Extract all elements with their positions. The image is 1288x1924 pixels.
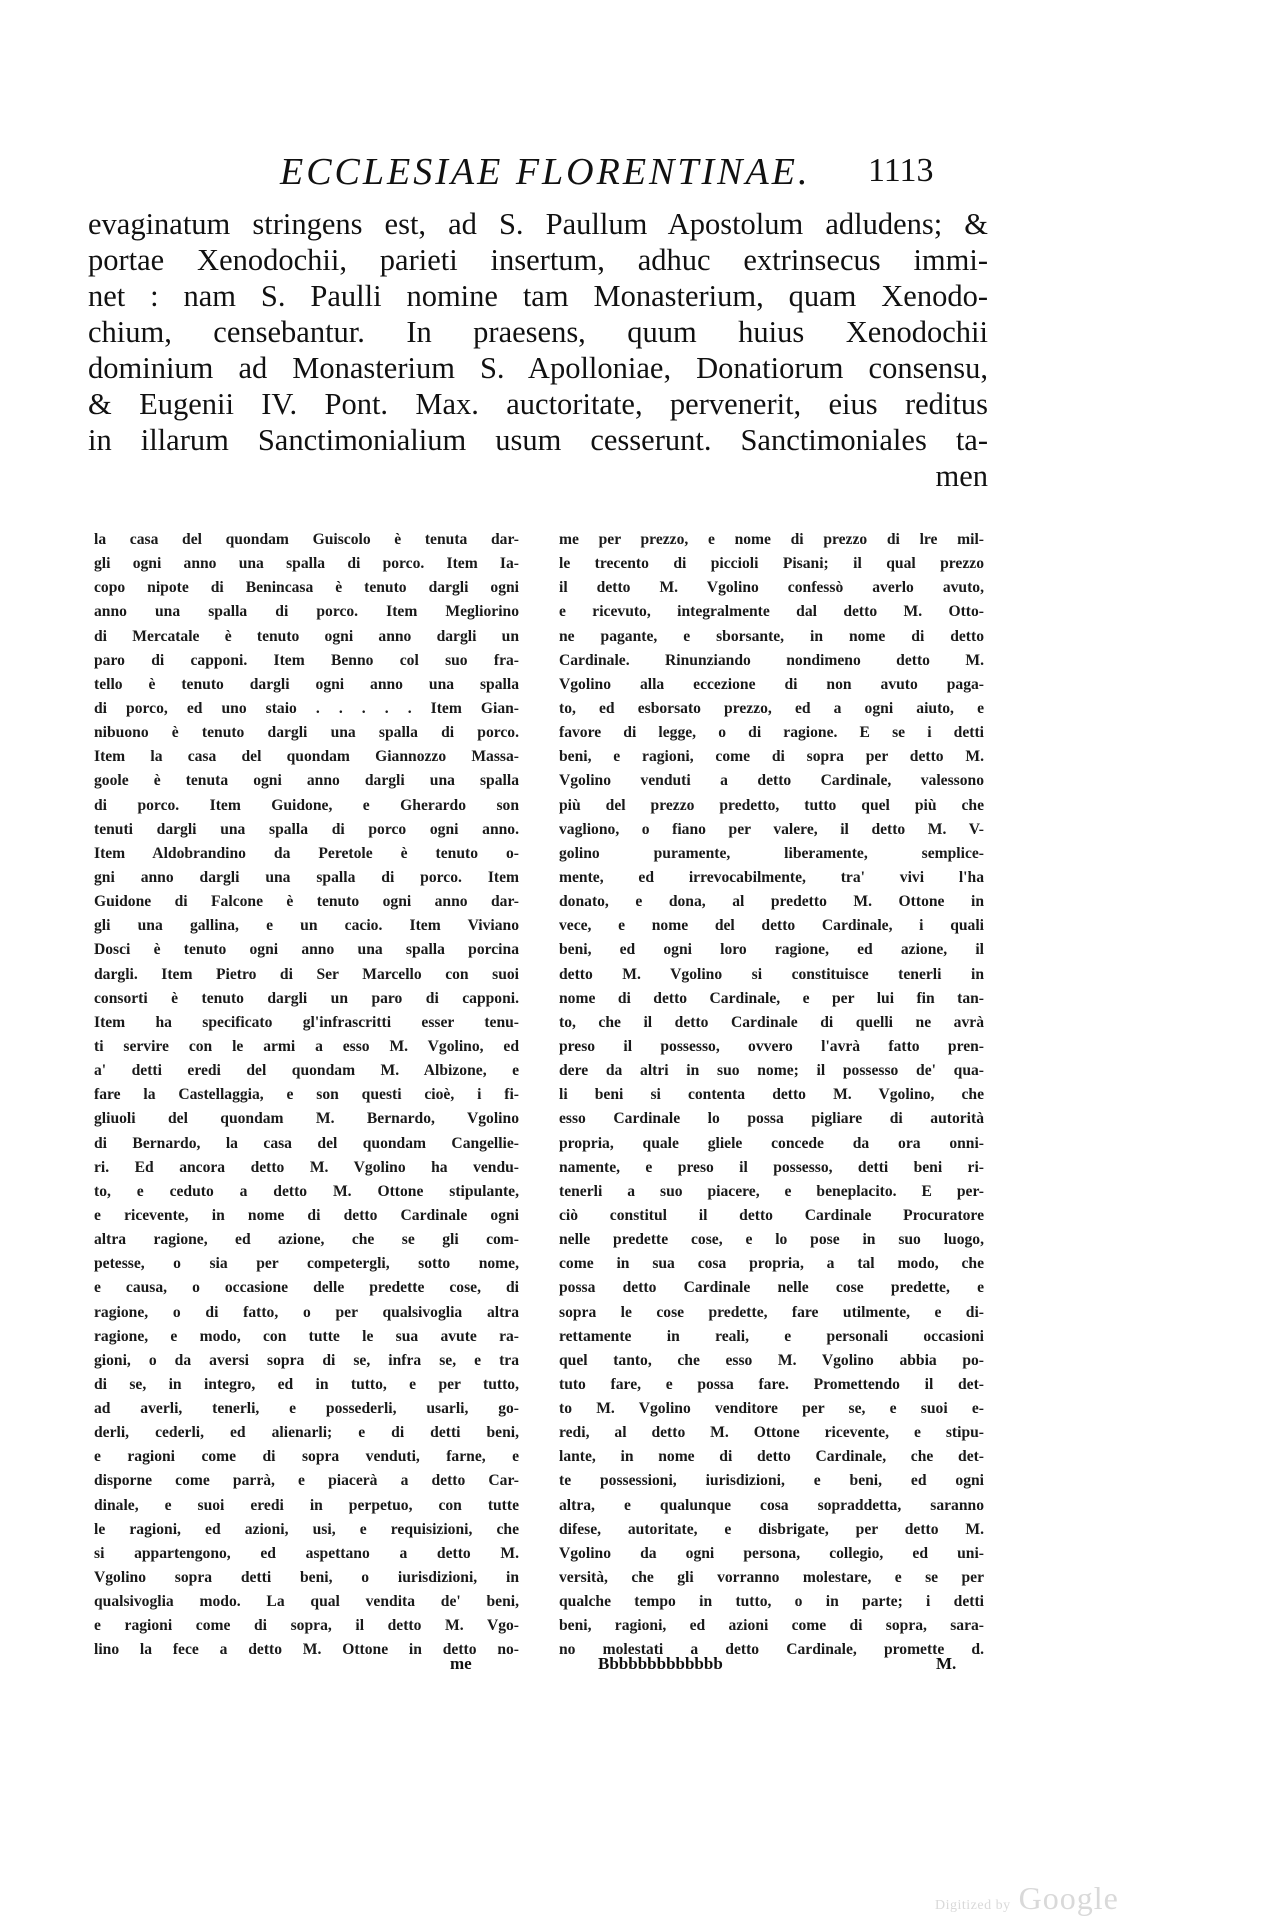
left-column-line: Item ha specificato gl'infrascritti esser tenu- bbox=[94, 1013, 519, 1031]
left-column-line: Guidone di Falcone è tenuto ogni anno dar- bbox=[94, 893, 519, 911]
right-column-line: difese, autoritate, e disbrigate, per detto M. bbox=[559, 1520, 984, 1538]
latin-text-line: evaginatum stringens est, ad S. Paullum Apostolum adludens; & bbox=[88, 207, 988, 241]
right-column-line: ciò constitul il detto Cardinale Procuratore bbox=[559, 1206, 984, 1224]
left-column-line: ri. Ed ancora detto M. Vgolino ha vendu- bbox=[94, 1158, 519, 1176]
left-column-line: petesse, o sia per competergli, sotto nome, bbox=[94, 1255, 519, 1273]
right-column-line: donato, e dona, al predetto M. Ottone in bbox=[559, 893, 984, 911]
right-column-line: to, ed esborsato prezzo, ed a ogni aiuto, e bbox=[559, 699, 984, 717]
left-column-line: ragione, e modo, con tutte le sua avute ra- bbox=[94, 1327, 519, 1345]
left-column-line: di porco, ed uno staio . . . . . Item Gian- bbox=[94, 699, 519, 717]
left-column-line: gni anno dargli una spalla di porco. Item bbox=[94, 868, 519, 886]
right-column-line: namente, e preso il possesso, detti beni ri- bbox=[559, 1158, 984, 1176]
right-column bbox=[559, 528, 984, 1663]
latin-text-line: dominium ad Monasterium S. Apolloniae, Donatiorum consensu, bbox=[88, 351, 988, 385]
left-column-line: ti servire con le armi a esso M. Vgolino, ed bbox=[94, 1037, 519, 1055]
right-column-line: mente, ed irrevocabilmente, tra' vivi l'ha bbox=[559, 868, 984, 886]
right-column-line: to M. Vgolino venditore per se, e suoi e- bbox=[559, 1400, 984, 1418]
right-column-line: nelle predette cose, e lo pose in suo luogo, bbox=[559, 1231, 984, 1249]
left-column-line: ad averli, tenerli, e possederli, usarli, go- bbox=[94, 1400, 519, 1418]
left-column-line: gli ogni anno una spalla di porco. Item Ia- bbox=[94, 555, 519, 573]
left-column-line: to, e ceduto a detto M. Ottone stipulante, bbox=[94, 1182, 519, 1200]
right-column-line: versità, che gli vorranno molestare, e se per bbox=[559, 1569, 984, 1587]
catchword-left: me bbox=[450, 1654, 472, 1673]
latin-text-line: & Eugenii IV. Pont. Max. auctoritate, pervenerit, eius reditus bbox=[88, 387, 988, 421]
right-column-line: esso Cardinale lo possa pigliare di autorità bbox=[559, 1110, 984, 1128]
left-column-line: anno una spalla di porco. Item Megliorino bbox=[94, 603, 519, 621]
left-column-line: consorti è tenuto dargli un paro di capponi. bbox=[94, 989, 519, 1007]
page-number: 1113 bbox=[868, 152, 934, 189]
right-column-line: tenerli a suo piacere, e beneplacito. E per- bbox=[559, 1182, 984, 1200]
left-column-line: disporne come parrà, e piacerà a detto Car- bbox=[94, 1472, 519, 1490]
left-column-line: e ricevente, in nome di detto Cardinale ogni bbox=[94, 1206, 519, 1224]
right-column-line: beni, ed ogni loro ragione, ed azione, il bbox=[559, 941, 984, 959]
signature-mark: Bbbbbbbbbbbbb bbox=[598, 1654, 723, 1673]
left-column bbox=[94, 528, 519, 1663]
right-column-line: golino puramente, liberamente, semplice- bbox=[559, 844, 984, 862]
left-column-line: copo nipote di Benincasa è tenuto dargli ogni bbox=[94, 579, 519, 597]
left-column-line: Item la casa del quondam Giannozzo Massa- bbox=[94, 748, 519, 766]
latin-text-line: chium, censebantur. In praesens, quum huius Xenodochii bbox=[88, 315, 988, 349]
right-column-line: Cardinale. Rinunziando nondimeno detto M. bbox=[559, 651, 984, 669]
right-column-line: rettamente in reali, e personali occasioni bbox=[559, 1327, 984, 1345]
right-column-line: possa detto Cardinale nelle cose predette, e bbox=[559, 1279, 984, 1297]
left-column-line: e ragioni come di sopra venduti, farne, e bbox=[94, 1448, 519, 1466]
left-column-line: nibuono è tenuto dargli una spalla di porco. bbox=[94, 724, 519, 742]
right-column-line: Vgolino venduti a detto Cardinale, valessono bbox=[559, 772, 984, 790]
left-column-line: gliuoli del quondam M. Bernardo, Vgolino bbox=[94, 1110, 519, 1128]
left-column-line: tenuti dargli una spalla di porco ogni anno. bbox=[94, 820, 519, 838]
right-column-line: nome di detto Cardinale, e per lui fin tan- bbox=[559, 989, 984, 1007]
left-column-line: dinale, e suoi eredi in perpetuo, con tutte bbox=[94, 1496, 519, 1514]
catchword-right: M. bbox=[936, 1654, 957, 1673]
left-column-line: di se, in integro, ed in tutto, e per tutto, bbox=[94, 1375, 519, 1393]
right-column-line: ne pagante, e sborsante, in nome di detto bbox=[559, 627, 984, 645]
right-column-line: detto M. Vgolino si constituisce tenerli in bbox=[559, 965, 984, 983]
right-column-line: e ricevuto, integralmente dal detto M. Otto- bbox=[559, 603, 984, 621]
right-column-line: più del prezzo predetto, tutto quel più che bbox=[559, 796, 984, 814]
right-column-line: Vgolino da ogni persona, collegio, ed uni- bbox=[559, 1544, 984, 1562]
right-column-line: redi, al detto M. Ottone ricevente, e stipu- bbox=[559, 1424, 984, 1442]
left-column-line: le ragioni, ed azioni, usi, e requisizioni, che bbox=[94, 1520, 519, 1538]
left-column-line: ragione, o di fatto, o per qualsivoglia altra bbox=[94, 1303, 519, 1321]
left-column-line: gli una gallina, e un cacio. Item Viviano bbox=[94, 917, 519, 935]
right-column-line: Vgolino alla eccezione di non avuto paga- bbox=[559, 675, 984, 693]
left-column-line: Item Aldobrandino da Peretole è tenuto o- bbox=[94, 844, 519, 862]
right-column-line: vece, e nome del detto Cardinale, i quali bbox=[559, 917, 984, 935]
latin-text-line: men bbox=[935, 459, 988, 493]
latin-text-line: net : nam S. Paulli nomine tam Monasterium, quam Xenodo- bbox=[88, 279, 988, 313]
left-column-line: di Bernardo, la casa del quondam Cangellie- bbox=[94, 1134, 519, 1152]
right-column-line: come in sua cosa propria, a tal modo, che bbox=[559, 1255, 984, 1273]
right-column-line: beni, e ragioni, come di sopra per detto M. bbox=[559, 748, 984, 766]
right-column-line: me per prezzo, e nome di prezzo di lre mil- bbox=[559, 531, 984, 548]
left-column-line: e ragioni come di sopra, il detto M. Vgo- bbox=[94, 1617, 519, 1635]
right-column-line: il detto M. Vgolino confessò averlo avuto, bbox=[559, 579, 984, 597]
right-column-line: sopra le cose predette, fare utilmente, e di- bbox=[559, 1303, 984, 1321]
right-column-line: propria, quale gliele concede da ora onni- bbox=[559, 1134, 984, 1152]
right-column-line: beni, ragioni, ed azioni come di sopra, sara- bbox=[559, 1617, 984, 1635]
left-column-line: e causa, o occasione delle predette cose, di bbox=[94, 1279, 519, 1297]
watermark-caption: Digitized by bbox=[935, 1898, 1011, 1913]
right-column-line: vagliono, o fiano per valere, il detto M. V- bbox=[559, 820, 984, 838]
google-logo: Google bbox=[1018, 1880, 1119, 1916]
right-column-line: tuto fare, e possa fare. Promettendo il det- bbox=[559, 1375, 984, 1393]
left-column-line: gioni, o da aversi sopra di se, infra se, e tra bbox=[94, 1351, 519, 1369]
left-column-line: tello è tenuto dargli ogni anno una spalla bbox=[94, 675, 519, 693]
right-column-line: quel tanto, che esso M. Vgolino abbia po- bbox=[559, 1351, 984, 1369]
right-column-line: favore di legge, o di ragione. E se i detti bbox=[559, 724, 984, 742]
left-column-line: Vgolino sopra detti beni, o iurisdizioni, in bbox=[94, 1569, 519, 1587]
left-column-line: dargli. Item Pietro di Ser Marcello con suoi bbox=[94, 965, 519, 983]
left-column-line: di Mercatale è tenuto ogni anno dargli un bbox=[94, 627, 519, 645]
right-column-line: to, che il detto Cardinale di quelli ne avrà bbox=[559, 1013, 984, 1031]
left-column-line: fare la Castellaggia, e son questi cioè, i fi- bbox=[94, 1086, 519, 1104]
right-column-line: dere da altri in suo nome; il possesso de' qua- bbox=[559, 1062, 984, 1080]
left-column-line: qualsivoglia modo. La qual vendita de' beni, bbox=[94, 1593, 519, 1611]
right-column-line: altra, e qualunque cosa sopraddetta, saranno bbox=[559, 1496, 984, 1514]
right-column-line: qualche tempo in tutto, o in parte; i detti bbox=[559, 1593, 984, 1611]
latin-text-line: portae Xenodochii, parieti insertum, adhuc extrinsecus immi- bbox=[88, 243, 988, 277]
left-column-line: la casa del quondam Guiscolo è tenuta dar- bbox=[94, 531, 519, 548]
right-column-line: li beni si contenta detto M. Vgolino, che bbox=[559, 1086, 984, 1104]
left-column-line: derli, cederli, ed alienarli; e di detti beni, bbox=[94, 1424, 519, 1442]
left-column-line: paro di capponi. Item Benno col suo fra- bbox=[94, 651, 519, 669]
left-column-line: Dosci è tenuto ogni anno una spalla porcina bbox=[94, 941, 519, 959]
right-column-line: le trecento di piccioli Pisani; il qual prezzo bbox=[559, 555, 984, 573]
left-column-line: si appartengono, ed aspettano a detto M. bbox=[94, 1544, 519, 1562]
right-column-line: preso il possesso, ovvero l'avrà fatto pren- bbox=[559, 1037, 984, 1055]
left-column-line: di porco. Item Guidone, e Gherardo son bbox=[94, 796, 519, 814]
latin-text-line: in illarum Sanctimonialium usum cesserunt. Sanctimoniales ta- bbox=[88, 423, 988, 457]
left-column-line: altra ragione, ed azione, che se gli com- bbox=[94, 1231, 519, 1249]
right-column-line: te possessioni, iurisdizioni, e beni, ed ogni bbox=[559, 1472, 984, 1490]
left-column-line: a' detti eredi del quondam M. Albizone, e bbox=[94, 1062, 519, 1080]
digitization-watermark bbox=[935, 1880, 1119, 1917]
right-column-line: no molestati a detto Cardinale, promette d. bbox=[559, 1641, 984, 1659]
latin-paragraph bbox=[88, 206, 988, 494]
left-column-line: lino la fece a detto M. Ottone in detto no- bbox=[94, 1641, 519, 1659]
left-column-line: goole è tenuta ogni anno dargli una spalla bbox=[94, 772, 519, 790]
running-title: ECCLESIAE FLORENTINAE. bbox=[280, 151, 811, 193]
right-column-line: lante, in nome di detto Cardinale, che det- bbox=[559, 1448, 984, 1466]
